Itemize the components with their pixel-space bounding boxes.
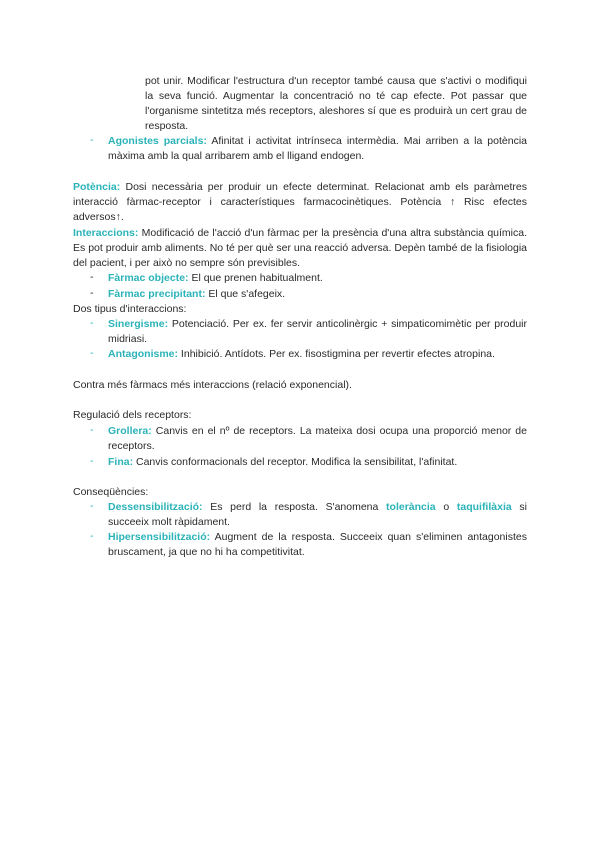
bullet-dash: - xyxy=(90,530,94,542)
bullet-dash: - xyxy=(90,424,94,436)
paragraph-dos-tipus: Dos tipus d'interaccions: xyxy=(73,303,187,315)
term-farmac-objecte: Fàrmac objecte: xyxy=(108,272,189,284)
text-dessensibilitzacio-b: o xyxy=(435,501,457,513)
text-hipersensibilitzacio: Augment de la resposta. Succeeix quan s'eliminen antagonistes bruscament, ja que no hi ha competitivitat. xyxy=(108,531,527,558)
term-sinergisme: Sinergisme: xyxy=(108,318,169,330)
paragraph-contra-mes: Contra més fàrmacs més interaccions (relació exponencial). xyxy=(73,379,352,391)
text-antagonisme: Inhibició. Antídots. Per ex. fisostigmina per revertir efectes atropina. xyxy=(178,348,495,360)
bullet-dash: - xyxy=(90,134,94,146)
bullet-agonistes-parcials xyxy=(90,134,527,164)
bullet-grollera xyxy=(90,424,527,454)
bullet-dash: - xyxy=(90,317,94,329)
bullet-sinergisme xyxy=(90,317,527,347)
bullet-farmac-objecte xyxy=(90,271,527,286)
text-agonistes-parcials: Afinitat i activitat intrínseca intermèdia. Mai arriben a la potència màxima amb la qual arribarem amb el lligand endogen. xyxy=(108,135,527,162)
term-grollera: Grollera: xyxy=(108,425,152,437)
term-dessensibilitzacio: Dessensibilització: xyxy=(108,501,203,513)
term-potencia: Potència: xyxy=(73,181,121,193)
text-sinergisme: Potenciació. Per ex. fer servir anticolinèrgic + simpaticomimètic per produir midriasi. xyxy=(108,318,527,345)
term-interaccions: Interaccions: xyxy=(73,227,139,239)
bullet-dash: - xyxy=(90,287,94,299)
bullet-fina xyxy=(90,455,527,470)
text-farmac-objecte: El que prenen habitualment. xyxy=(188,272,323,284)
text-interaccions: Modificació de l'acció d'un fàrmac per la presència d'una altra substància química. Es pot produir amb aliments. No té per què ser una reacció adversa. Depèn també de la fisiologia del pacient, i per això no sempre són previsibles. xyxy=(73,227,527,269)
term-antagonisme: Antagonisme: xyxy=(108,348,179,360)
text-fina: Canvis conformacionals del receptor. Modifica la sensibilitat, l'afinitat. xyxy=(133,456,458,468)
term-farmac-precipitant: Fàrmac precipitant: xyxy=(108,288,206,300)
bullet-hipersensibilitzacio xyxy=(90,530,527,560)
bullet-antagonisme xyxy=(90,347,527,362)
paragraph-regulacio: Regulació dels receptors: xyxy=(73,409,192,421)
text-potencia: Dosi necessària per produir un efecte determinat. Relacionat amb els paràmetres interacció fàrmac-receptor i característiques farmacocinètiques. Potència ↑ Risc efectes adversos↑. xyxy=(73,181,527,223)
bullet-dash: - xyxy=(90,347,94,359)
term-hipersensibilitzacio: Hipersensibilització: xyxy=(108,531,211,543)
bullet-dash: - xyxy=(90,500,94,512)
text-farmac-precipitant: El que s'afegeix. xyxy=(205,288,286,300)
text-grollera: Canvis en el nº de receptors. La mateixa dosi ocupa una proporció menor de receptors. xyxy=(108,425,527,452)
text-dessensibilitzacio-c: si succeeix molt ràpidament. xyxy=(108,501,527,528)
term-tolerancia: tolerància xyxy=(386,501,436,513)
paragraph-interaccions xyxy=(73,226,527,271)
text-dessensibilitzacio-a: Es perd la resposta. S'anomena xyxy=(202,501,387,513)
term-taquifilaxia: taquifilàxia xyxy=(456,501,512,513)
bullet-dash: - xyxy=(90,271,94,283)
bullet-farmac-precipitant xyxy=(90,287,527,302)
continuation-paragraph: pot unir. Modificar l'estructura d'un receptor també causa que s'activi o modifiqui la seva funció. Augmentar la concentració no té cap efecte. Pot passar que l'organisme sintetitza més receptors, aleshores sí que es produirà un cert grau de resposta. xyxy=(145,75,527,132)
term-agonistes-parcials: Agonistes parcials: xyxy=(108,135,207,147)
paragraph-potencia xyxy=(73,180,527,225)
bullet-dash: - xyxy=(90,455,94,467)
bullet-dessensibilitzacio xyxy=(90,500,527,530)
paragraph-consequencies: Conseqüències: xyxy=(73,486,149,498)
term-fina: Fina: xyxy=(108,456,134,468)
